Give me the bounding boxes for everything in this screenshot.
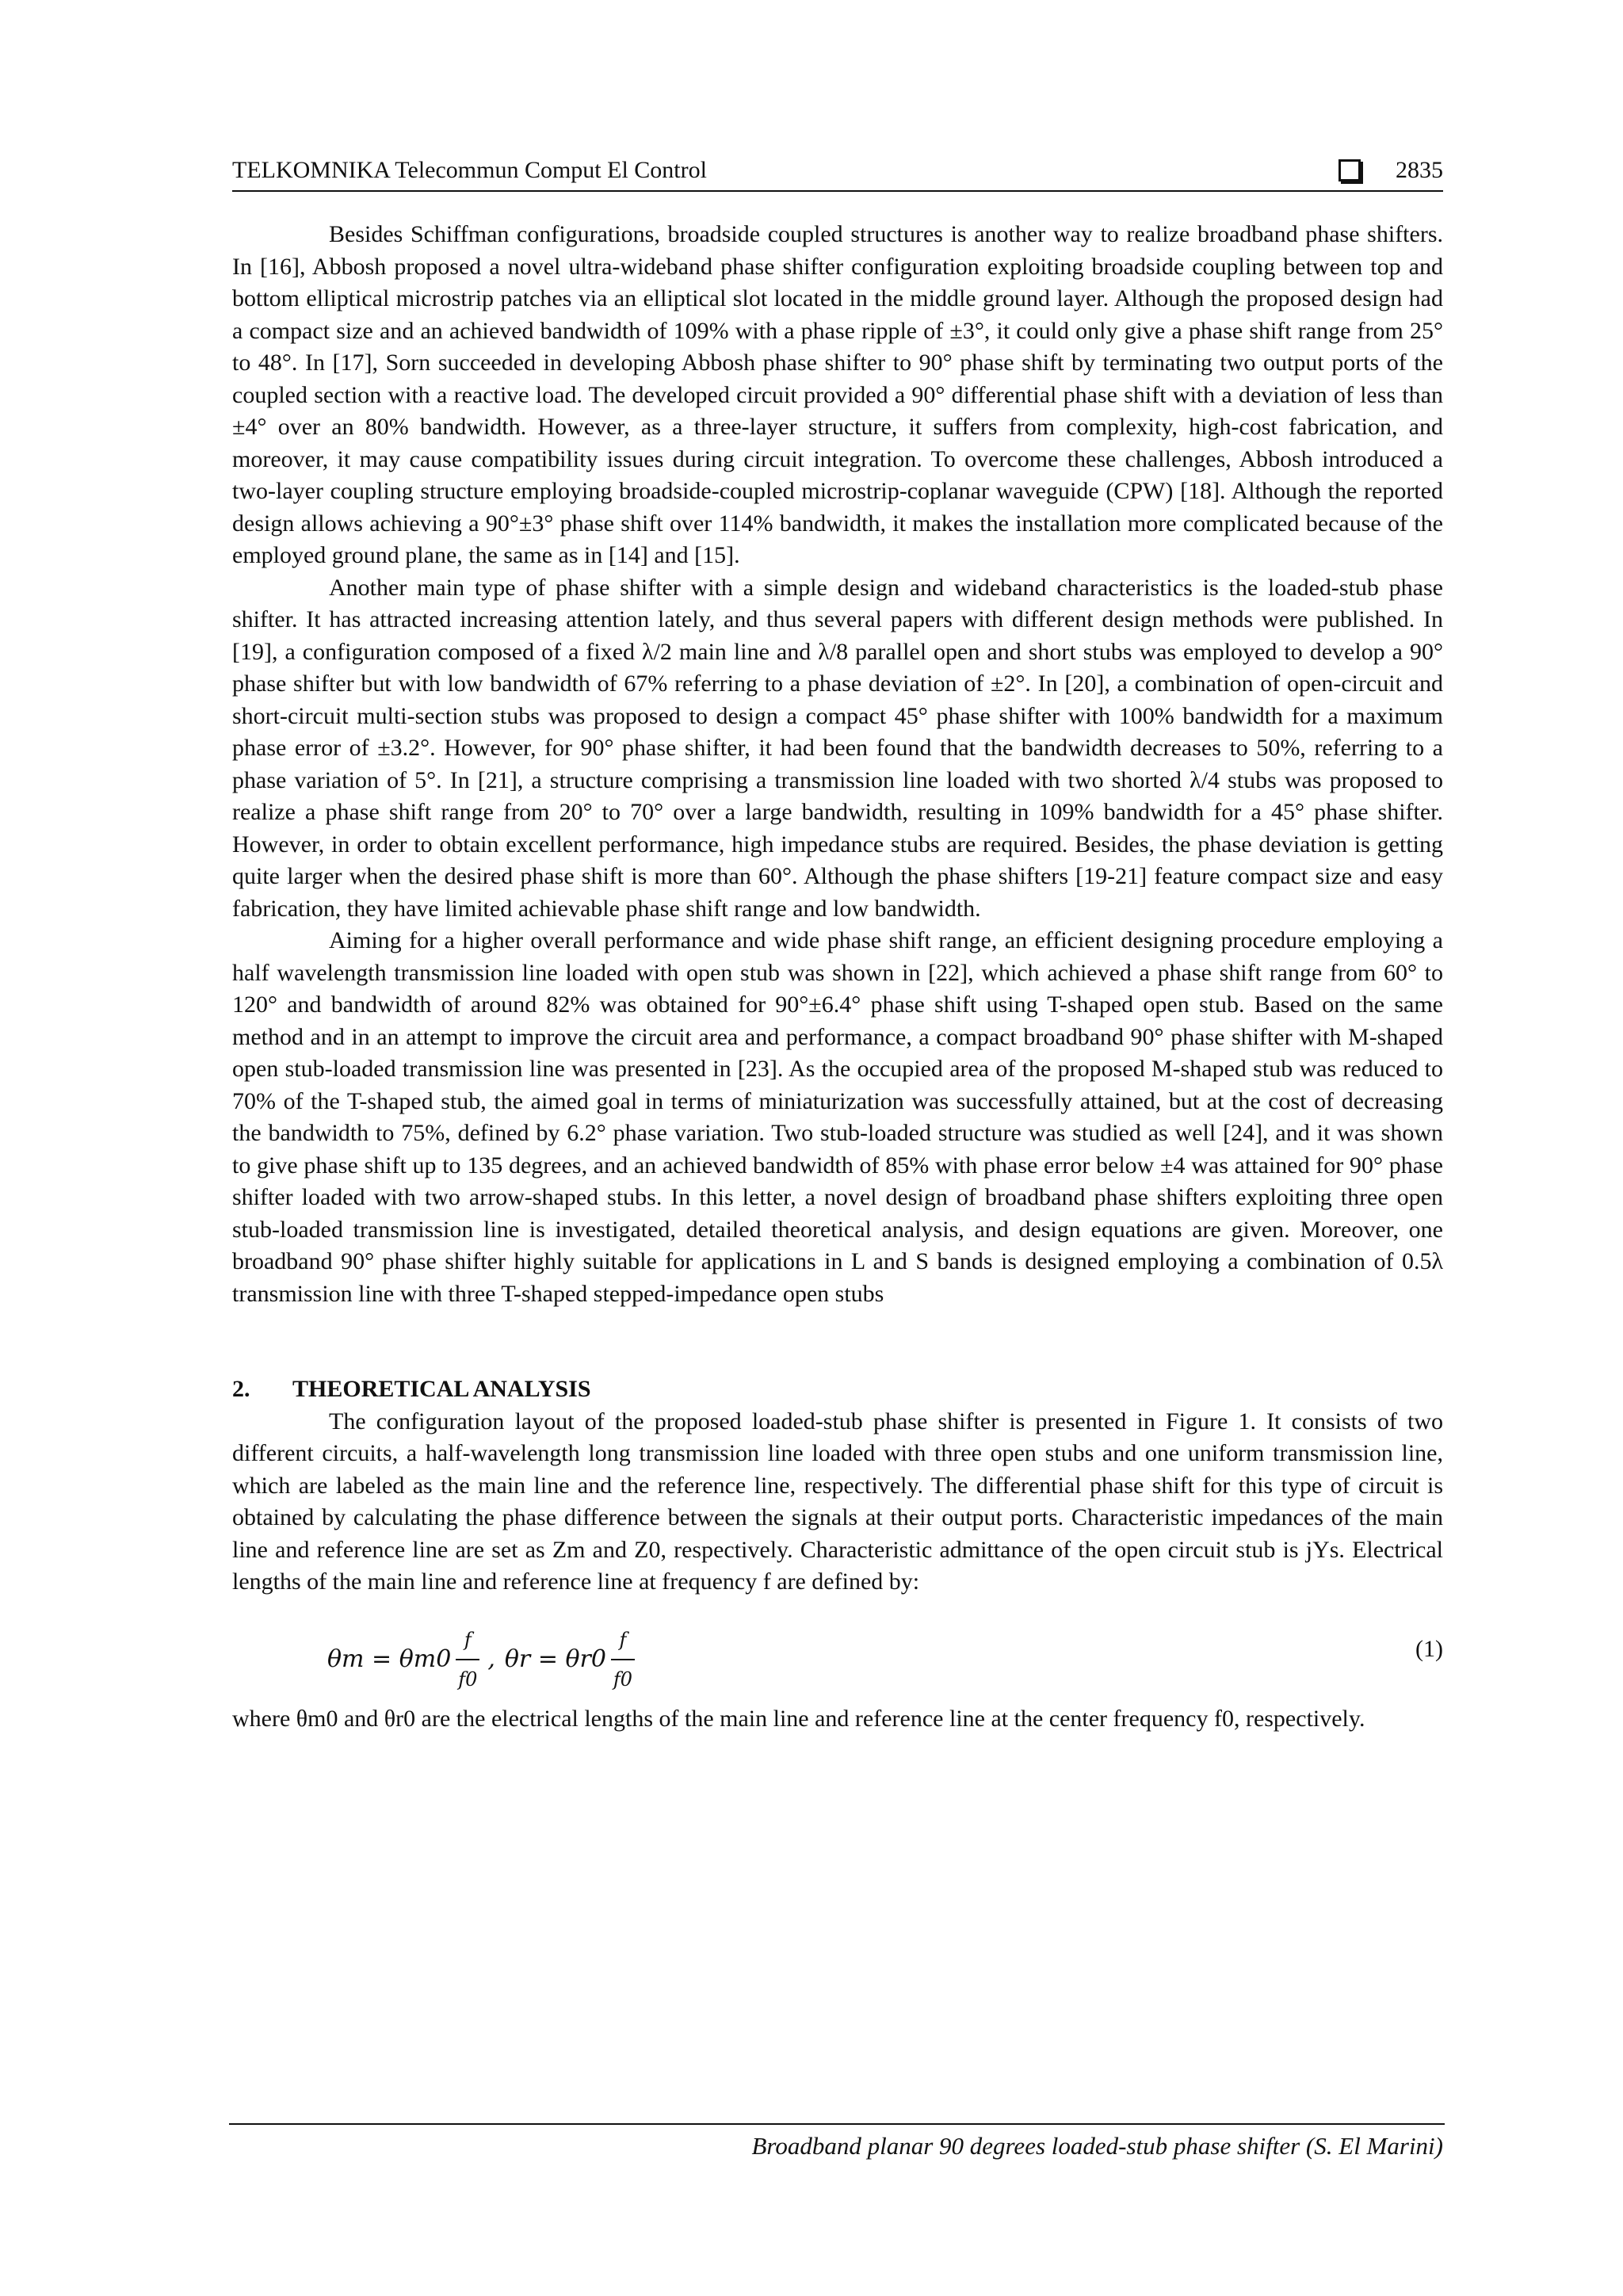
section-number: 2. bbox=[232, 1376, 250, 1402]
equation-lhs-reference: θr = θr0 bbox=[504, 1645, 606, 1673]
fraction-bar bbox=[611, 1659, 635, 1660]
fraction-numerator: f bbox=[619, 1628, 627, 1651]
fraction-main bbox=[456, 1624, 479, 1696]
equation-body bbox=[327, 1624, 640, 1696]
fraction-denominator: f0 bbox=[458, 1668, 478, 1690]
running-header bbox=[232, 155, 1443, 192]
paragraph-performance: Aiming for a higher overall performance and wide phase shift range, an efficient designing procedure employing a half wavelength transmission line loaded with open stub was shown in [22], which achieved a phase shift range from 60° to 120° and bandwidth of around 82% was obtained for 90°±6.4° phase shift using T-shaped open stub. Based on the same method and in an attempt to improve the circuit area and performance, a compact broadband 90° phase shifter with M-shaped open stub-loaded transmission line was presented in [23]. As the occupied area of the proposed M-shaped stub was reduced to 70% of the T-shaped stub, the aimed goal in terms of miniaturization was successfully attained, but at the cost of decreasing the bandwidth to 75%, defined by 6.2° phase variation. Two stub-loaded structure was studied as well [24], and it was shown to give phase shift up to 135 degrees, and an achieved bandwidth of 85% with phase error below ±4 was attained for 90° phase shifter loaded with two arrow-shaped stubs. In this letter, a novel design of broadband phase shifters exploiting three open stub-loaded transmission line is investigated, detailed theoretical analysis, and design equations are given. Moreover, one broadband 90° phase shifter highly suitable for applications in L and S bands is designed employing a combination of 0.5λ transmission line with three T-shaped stepped-impedance open stubs bbox=[232, 927, 1443, 1307]
equation-number: (1) bbox=[1415, 1635, 1443, 1662]
journal-title: TELKOMNIKA Telecommun Comput El Control bbox=[232, 157, 707, 183]
fraction-bar bbox=[456, 1659, 479, 1660]
paragraph-loaded-stub: Another main type of phase shifter with a simple design and wideband characteristics is the loaded-stub phase shifter. It has attracted increasing attention lately, and thus several papers with different design methods were published. In [19], a configuration composed of a fixed λ/2 main line and λ/8 parallel open and short stubs was employed to develop a 90° phase shifter but with low bandwidth of 67% referring to a phase deviation of ±2°. In [20], a combination of open-circuit and short-circuit multi-section stubs was proposed to design a compact 45° phase shifter with 100% bandwidth for a maximum phase error of ±3.2°. However, for 90° phase shifter, it had been found that the bandwidth decreases to 50%, referring to a phase variation of 5°. In [21], a structure comprising a transmission line loaded with two shorted λ/4 stubs was proposed to realize a phase shift range from 20° to 70° over a large bandwidth, resulting in 109% bandwidth for a 45° phase shifter. However, in order to obtain excellent performance, high impedance stubs are required. Besides, the phase deviation is getting quite larger when the desired phase shift is more than 60°. Although the phase shifters [19-21] feature compact size and easy fabrication, they have limited achievable phase shift range and low bandwidth. bbox=[232, 574, 1443, 922]
running-footer: Broadband planar 90 degrees loaded-stub phase shifter (S. El Marini) bbox=[751, 2132, 1443, 2160]
paragraph-broadside: Besides Schiffman configurations, broadside coupled structures is another way to realize broadband phase shifters. In [16], Abbosh proposed a novel ultra-wideband phase shifter configuration exploiting broadside coupling between top and bottom elliptical microstrip patches via an elliptical slot located in the middle ground layer. Although the proposed design had a compact size and an achieved bandwidth of 109% with a phase ripple of ±3°, it could only give a phase shift range from 25° to 48°. In [17], Sorn succeeded in developing Abbosh phase shifter to 90° phase shift by terminating two output ports of the coupled section with a reactive load. The developed circuit provided a 90° differential phase shift with a deviation of less than ±4° over an 80% bandwidth. However, as a three-layer structure, it suffers from complexity, high-cost fabrication, and moreover, it may cause compatibility issues during circuit integration. To overcome these challenges, Abbosh introduced a two-layer coupling structure employing broadside-coupled microstrip-coplanar waveguide (CPW) [18]. Although the reported design allows achieving a 90°±3° phase shift over 114% bandwidth, it makes the installation more complicated because of the employed ground plane, the same as in [14] and [15]. bbox=[232, 221, 1443, 568]
fraction-numerator: f bbox=[464, 1628, 472, 1651]
paragraph-theory: The configuration layout of the proposed loaded-stub phase shifter is presented in Figure 1. It consists of two different circuits, a half-wavelength long transmission line loaded with three open stubs and one uniform transmission line, which are labeled as the main line and the reference line, respectively. The differential phase shift for this type of circuit is obtained by calculating the phase difference between the signals at their output ports. Characteristic impedances of the main line and reference line are set as Zm and Z0, respectively. Characteristic admittance of the open circuit stub is jYs. Electrical lengths of the main line and reference line at frequency f are defined by: bbox=[232, 1408, 1443, 1595]
page-number: 2835 bbox=[1396, 157, 1443, 183]
header-right bbox=[1338, 157, 1443, 184]
main-text bbox=[232, 219, 1443, 1735]
checkbox-square-icon bbox=[1338, 159, 1361, 181]
section-heading bbox=[232, 1373, 1443, 1406]
footer-rule bbox=[229, 2123, 1445, 2125]
paragraph-where: where θm0 and θr0 are the electrical lengths of the main line and reference line at the center frequency f0, respectively. bbox=[232, 1705, 1365, 1732]
equation-separator: , bbox=[487, 1645, 495, 1673]
fraction-reference bbox=[611, 1624, 635, 1696]
equation-1 bbox=[232, 1610, 1443, 1697]
fraction-denominator: f0 bbox=[613, 1668, 633, 1690]
section-title: THEORETICAL ANALYSIS bbox=[292, 1376, 591, 1402]
equation-lhs-main: θm = θm0 bbox=[327, 1645, 452, 1673]
